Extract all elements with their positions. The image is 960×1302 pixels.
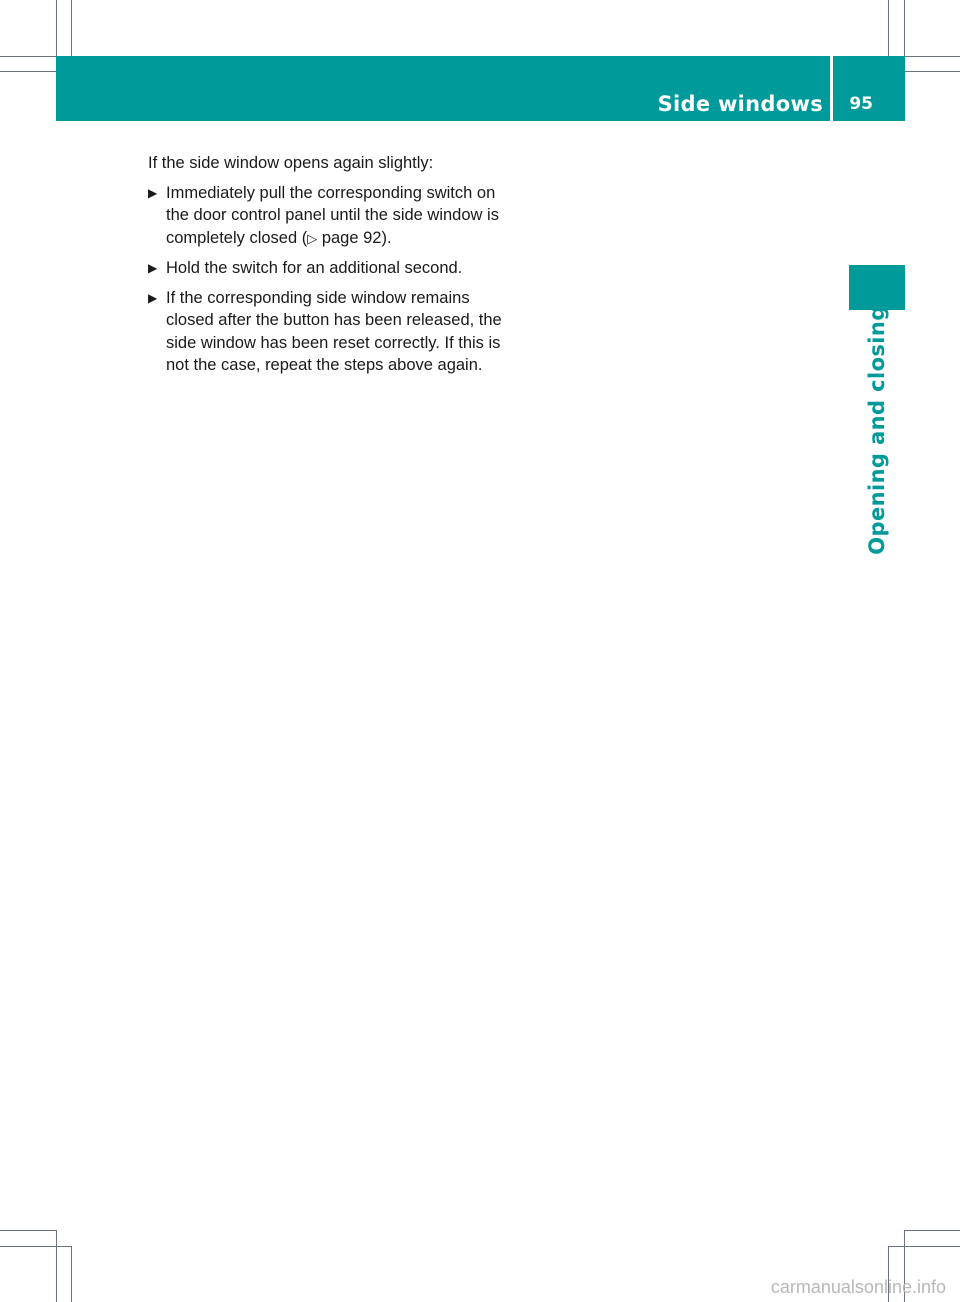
page-number: 95 <box>849 94 873 114</box>
crop-mark <box>0 1230 56 1231</box>
crop-mark <box>0 1246 71 1247</box>
header-divider <box>830 56 833 121</box>
bullet-arrow-icon: ▶ <box>148 185 158 200</box>
main-content <box>148 152 508 384</box>
step-text: Hold the switch for an additional second. <box>166 259 463 277</box>
page-reference-link[interactable]: page 92). <box>317 228 392 247</box>
page-header <box>56 56 905 121</box>
watermark: carmanualsonline.info <box>770 1277 946 1297</box>
crop-mark <box>56 1230 57 1302</box>
list-item <box>148 287 508 377</box>
crop-mark <box>888 1246 960 1247</box>
list-item <box>148 257 508 280</box>
chapter-tab <box>849 265 905 310</box>
step-text: Immediately pull the corresponding switch on the door control panel until the side window is completely closed ( <box>166 183 499 247</box>
crop-mark <box>905 71 960 72</box>
bullet-arrow-icon: ▶ <box>148 290 158 305</box>
chapter-label: Opening and closing <box>865 305 889 555</box>
crop-mark <box>0 56 56 57</box>
section-title: Side windows <box>657 92 823 116</box>
intro-text: If the side window opens again slightly: <box>148 154 434 172</box>
crop-mark <box>56 0 57 56</box>
step-text: If the corresponding side window remains closed after the button has been released, the side window has been reset correctly. If this is not the case, repeat the steps above again. <box>166 288 502 374</box>
bullet-arrow-icon: ▶ <box>148 261 158 275</box>
list-item <box>148 182 508 251</box>
crop-mark <box>71 0 72 56</box>
page-reference-arrow-icon: ▷ <box>307 230 318 246</box>
crop-mark <box>904 0 905 56</box>
crop-mark <box>71 1246 72 1302</box>
crop-mark <box>905 56 960 57</box>
step-list <box>148 182 508 377</box>
crop-mark <box>888 0 889 56</box>
crop-mark <box>0 71 56 72</box>
crop-mark <box>905 1230 960 1231</box>
